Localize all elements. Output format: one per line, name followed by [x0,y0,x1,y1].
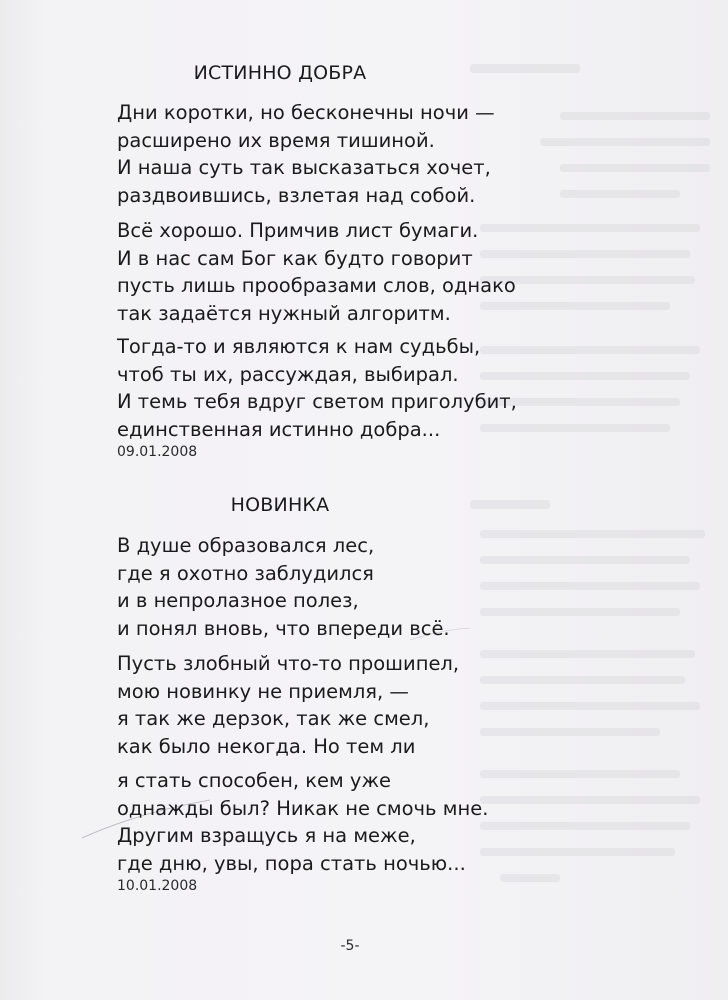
poem-date: 09.01.2008 [117,444,198,460]
poem-line: где дню, увы, пора стать ночью... [117,851,466,875]
poem-line: Пусть злобный что-то прошипел, [117,652,460,675]
poem-line: пусть лишь прообразами слов, однако [117,274,516,297]
stanza [117,333,517,443]
stanza [117,217,516,327]
poem-line: И в нас сам Бог как будто говорит [117,246,473,270]
poem-line: Всё хорошо. Примчив лист бумаги. [117,219,479,242]
poem-line: В душе образовался лес, [117,534,375,557]
poem-line: раздвоившись, взлетая над собой. [117,183,476,207]
poem-line: Дни коротки, но бесконечны ночи — [117,101,495,124]
poem-line: чтоб ты их, рассуждая, выбирал. [117,362,459,386]
poem-line: единственная истинно добра... [117,417,441,441]
stanza [117,99,495,209]
poem-line: и понял вновь, что впереди всё. [117,616,450,640]
poem-line: мою новинку не приемля, — [117,679,409,703]
stanza [117,650,459,760]
page-number: -5- [340,938,360,954]
poem-date: 10.01.2008 [117,878,198,894]
poem-line: я стать способен, кем уже [117,769,392,792]
poem-line: где я охотно заблудился [117,561,374,585]
poem-line: так задаётся нужный алгоритм. [117,301,451,325]
poem-line: Другим взращусь я на меже, [117,824,416,847]
poem-line: как было некогда. Но тем ли [117,734,416,758]
poem-title: НОВИНКА [230,494,330,516]
stanza [117,767,488,877]
poem-line: расширено их время тишиной. [117,128,435,152]
poem-line: И темь тебя вдруг светом приголубит, [117,390,517,413]
poem-line: я так же дерзок, так же смел, [117,707,430,730]
poem-line: Тогда-то и являются к нам судьбы, [117,335,481,358]
poem-title: ИСТИННО ДОБРА [193,62,367,84]
poem-line: и в непролазное полез, [117,589,359,612]
poem-line: И наша суть так высказаться хочет, [117,156,491,179]
stanza [117,532,450,642]
poem-line: однажды был? Никак не смочь мне. [117,796,489,820]
